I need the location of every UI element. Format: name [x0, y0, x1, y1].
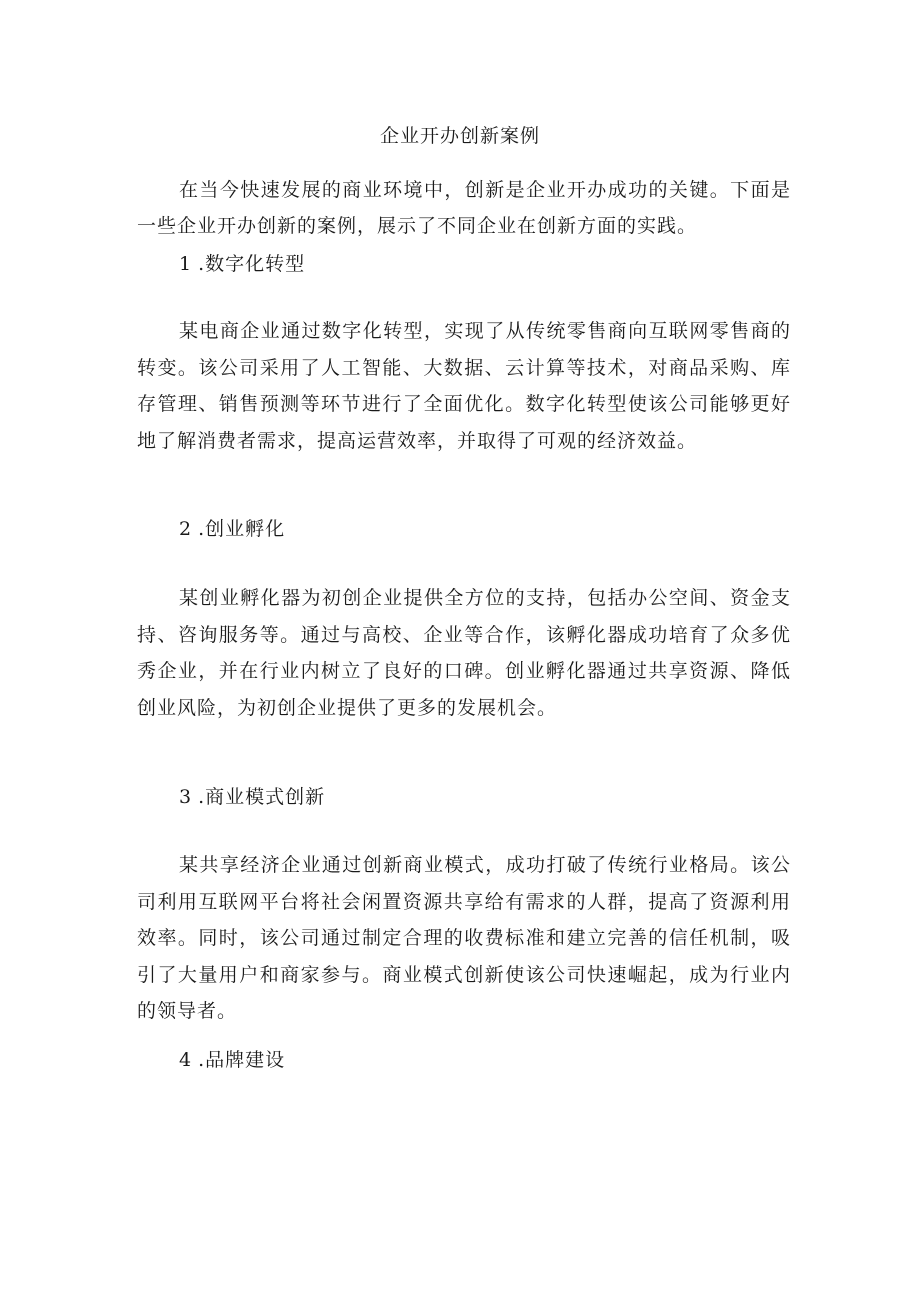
- section-heading-text: .品牌建设: [198, 1049, 286, 1071]
- intro-paragraph: 在当今快速发展的商业环境中，创新是企业开办成功的关键。下面是一些企业开办创新的案例，展示了不同企业在创新方面的实践。: [137, 179, 791, 237]
- section-body-2: 某创业孵化器为初创企业提供全方位的支持，包括办公空间、资金支持、咨询服务等。通过与高校、企业等合作，该孵化器成功培育了众多优秀企业，并在行业内树立了良好的口碑。创业孵化器通过共享资源、降低创业风险，为初创企业提供了更多的发展机会。: [137, 587, 791, 719]
- section-heading-4: [179, 1048, 285, 1072]
- section-body-1: 某电商企业通过数字化转型，实现了从传统零售商向互联网零售商的转变。该公司采用了人工智能、大数据、云计算等技术，对商品采购、库存管理、销售预测等环节进行了全面优化。数字化转型使该公司能够更好地了解消费者需求，提高运营效率，并取得了可观的经济效益。: [137, 320, 791, 452]
- section-number: 3: [179, 786, 193, 808]
- document-title: 企业开办创新案例: [379, 125, 540, 147]
- section-heading-text: .数字化转型: [198, 253, 306, 275]
- section-number: 4: [179, 1049, 193, 1071]
- section-number: 2: [179, 518, 193, 540]
- section-heading-text: .创业孵化: [198, 518, 286, 540]
- section-body-3: 某共享经济企业通过创新商业模式，成功打破了传统行业格局。该公司利用互联网平台将社会闲置资源共享给有需求的人群，提高了资源利用效率。同时，该公司通过制定合理的收费标准和建立完善的信任机制，吸引了大量用户和商家参与。商业模式创新使该公司快速崛起，成为行业内的领导者。: [137, 854, 791, 1022]
- section-heading-2: [179, 517, 285, 541]
- section-heading-3: [179, 785, 325, 809]
- section-number: 1: [179, 253, 193, 275]
- section-heading-text: .商业模式创新: [198, 786, 326, 808]
- section-heading-1: [179, 252, 305, 276]
